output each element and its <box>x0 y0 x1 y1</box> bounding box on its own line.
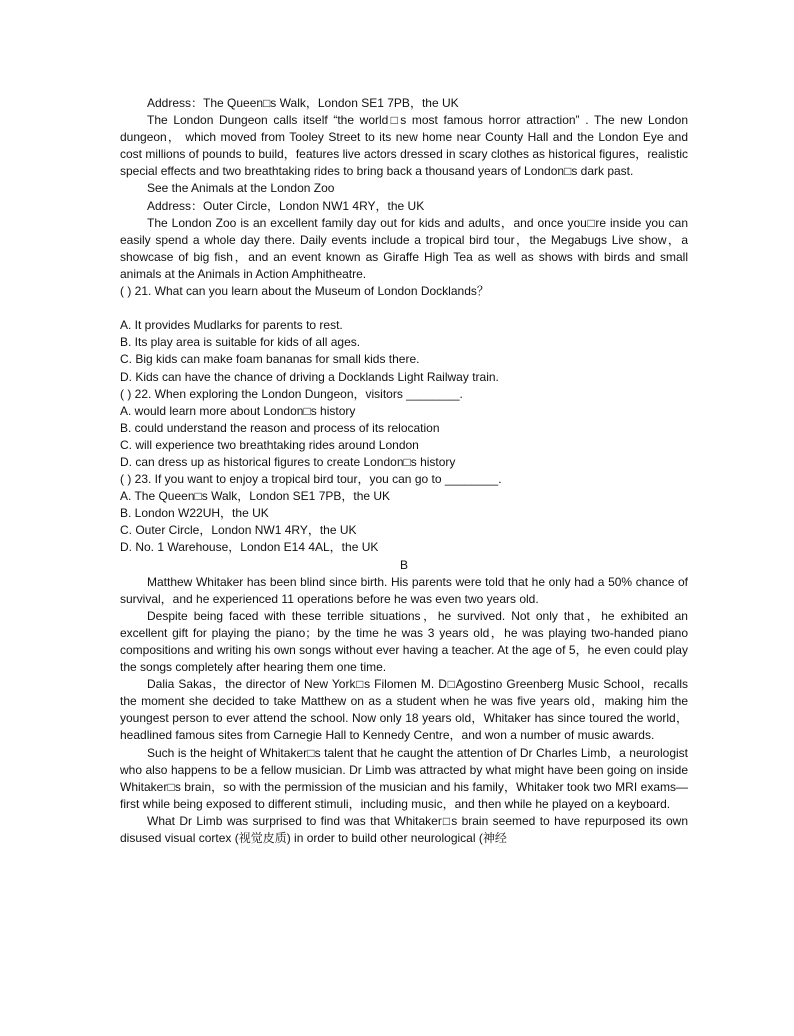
question-23-option-a: A. The Queen□s Walk，London SE1 7PB，the UK <box>120 489 391 504</box>
question-22-stem: ( ) 22. When exploring the London Dungeon，visitors ________. <box>120 386 463 401</box>
question-22-option-c: C. will experience two breathtaking rides around London <box>120 437 419 452</box>
section-b-label: B <box>399 557 408 572</box>
question-21-stem: ( ) 21. What can you learn about the Museum of London Docklands？ <box>120 284 489 299</box>
question-23-option-d: D. No. 1 Warehouse，London E14 4AL，the UK <box>120 540 379 555</box>
dungeon-description: The London Dungeon calls itself “the world□s most famous horror attraction” . The new London dungeon， which moved from Tooley Street to its new home near County Hall and the London Eye and cost millions of pounds to build，features live actors dressed in scary clothes as historical figures，realistic special effects and two breathtaking rides to bring back a thousand years of London□s dark past. <box>120 113 688 179</box>
question-21-option-d: D. Kids can have the chance of driving a Docklands Light Railway train. <box>120 369 499 384</box>
question-21-option-a: A. It provides Mudlarks for parents to rest. <box>120 318 343 333</box>
question-21-option-c: C. Big kids can make foam bananas for small kids there. <box>120 352 420 367</box>
question-22-option-a: A. would learn more about London□s history <box>120 403 356 418</box>
zoo-address: Address：Outer Circle，London NW1 4RY，the UK <box>147 198 425 213</box>
section-b-paragraph-2: Despite being faced with these terrible situations，he survived. Not only that，he exhibited an excellent gift for playing the piano；by the time he was 3 years old，he was playing two-handed piano compositions and writing his own songs without ever having a teacher. At the age of 5，he even could play the songs completely after hearing them one time. <box>120 608 688 675</box>
zoo-description: The London Zoo is an excellent family day out for kids and adults，and once you□re inside you can easily spend a whole day there. Daily events include a tropical bird tour，the Megabugs Live show，a showcase of big fish，and an event known as Giraffe High Tea as well as shows with birds and small animals at the Animals in Action Amphitheatre. <box>120 215 688 281</box>
section-b-paragraph-4: Such is the height of Whitaker□s talent that he caught the attention of Dr Charles Limb，a neurologist who also happens to be a fellow musician. Dr Limb was attracted by what might have been going on inside Whitaker□s brain，so with the permission of the musician and his family，Whitaker took two MRI exams—first while being exposed to different stimuli，including music，and then while he played on a keyboard. <box>120 745 688 811</box>
question-22-option-d: D. can dress up as historical figures to create London□s history <box>120 454 456 469</box>
zoo-heading: See the Animals at the London Zoo <box>147 181 335 196</box>
section-b-paragraph-5: What Dr Limb was surprised to find was that Whitaker□s brain seemed to have repurposed its own disused visual cortex (视觉皮质) in order to build other neurological (神经 <box>120 813 688 846</box>
question-23-option-c: C. Outer Circle，London NW1 4RY，the UK <box>120 523 357 538</box>
question-21-option-b: B. Its play area is suitable for kids of all ages. <box>120 335 361 350</box>
dungeon-address: Address：The Queen□s Walk，London SE1 7PB，the UK <box>147 96 459 110</box>
document-body <box>120 95 688 847</box>
question-22-option-b: B. could understand the reason and process of its relocation <box>120 420 440 435</box>
section-b-paragraph-3: Dalia Sakas，the director of New York□s Filomen M. D□Agostino Greenberg Music School，recalls the moment she decided to take Matthew on as a student when he was five years old，making him the youngest person to ever attend the school. Now only 18 years old，Whitaker has since toured the world，headlined famous sites from Carnegie Hall to Kennedy Centre，and won a number of music awards. <box>120 677 688 743</box>
blank-line <box>120 300 688 317</box>
question-23-option-b: B. London W22UH，the UK <box>120 506 269 521</box>
question-23-stem: ( ) 23. If you want to enjoy a tropical bird tour，you can go to ________. <box>120 472 502 487</box>
section-b-paragraph-1: Matthew Whitaker has been blind since birth. His parents were told that he only had a 50% chance of survival，and he experienced 11 operations before he was even two years old. <box>120 574 688 606</box>
